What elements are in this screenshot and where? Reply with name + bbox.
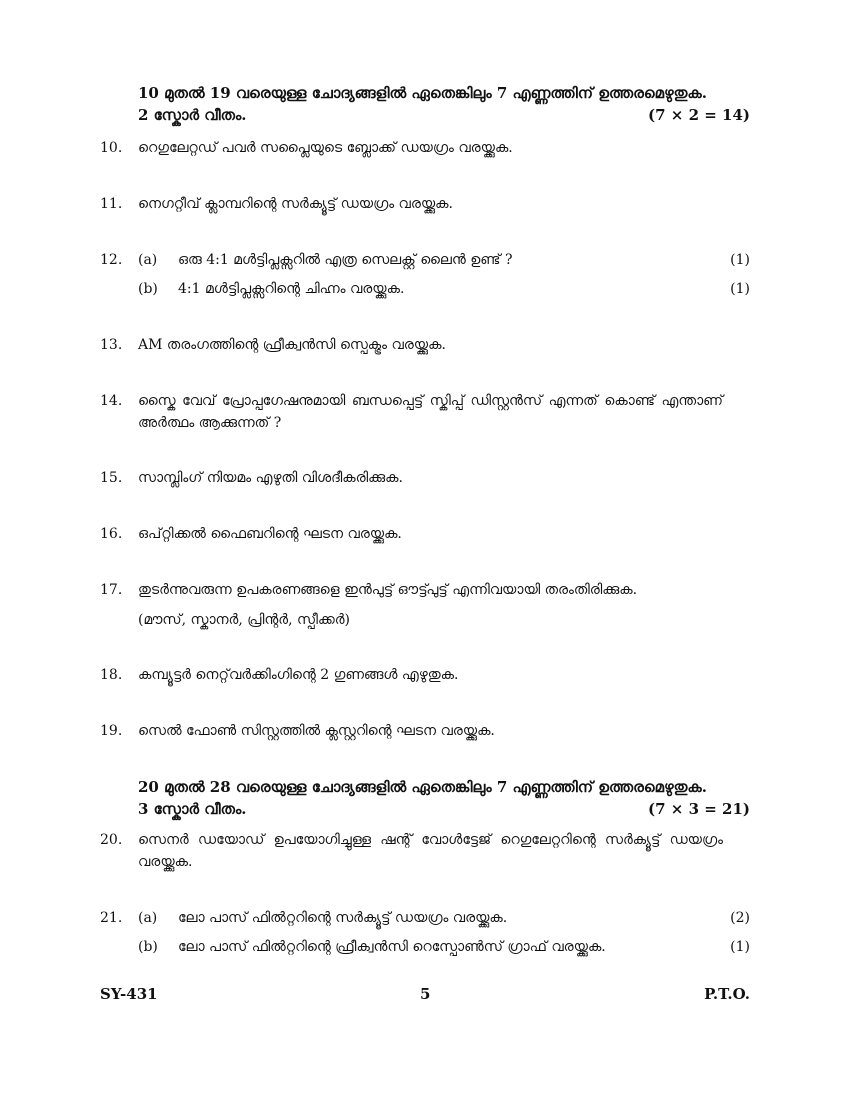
page-number: 5 [420, 985, 431, 1003]
question-number: 15. [100, 470, 123, 486]
part-label: (b) [138, 939, 158, 955]
please-turn-over: P.T.O. [704, 985, 750, 1003]
question-21b [138, 936, 750, 958]
question-number: 18. [100, 667, 123, 683]
question-text: സെൽ ഫോൺ സിസ്റ്റത്തിൽ ക്ലസ്റ്ററിന്റെ ഘടന വരയ്ക്കുക. [138, 723, 495, 739]
question-text: തുടർന്നുവരുന്ന ഉപകരണങ്ങളെ ഇൻപുട്ട് ഔട്ട്പുട്ട് എന്നിവയായി തരംതിരിക്കുക. [138, 582, 638, 598]
question-number: 14. [100, 393, 123, 409]
section-2-header [138, 776, 750, 820]
question-12b [138, 278, 750, 300]
section-1-marks: (7 × 2 = 14) [648, 106, 750, 124]
section-2-instruction: 20 മുതൽ 28 വരെയുള്ള ചോദ്യങ്ങളിൽ ഏതെങ്കിലും 7 എണ്ണത്തിന് ഉത്തരമെഴുതുക. [138, 778, 707, 796]
question-number: 19. [100, 723, 123, 739]
question-text: AM തരംഗത്തിന്റെ ഫ്രീക്വൻസി സ്പെക്ട്രം വരയ്ക്കുക. [138, 337, 446, 353]
part-text: ഒരു 4:1 മൾട്ടിപ്ലക്സറിൽ എത്ര സെലക്റ്റ് ലൈൻ ഉണ്ട് ? [178, 252, 513, 268]
section-2-marks: (7 × 3 = 21) [648, 800, 750, 818]
question-text: നെഗറ്റീവ് ക്ലാമ്പറിന്റെ സർക്യൂട്ട് ഡയഗ്രം വരയ്ക്കുക. [138, 196, 453, 212]
question-12a [138, 249, 750, 271]
section-1-instruction: 10 മുതൽ 19 വരെയുള്ള ചോദ്യങ്ങളിൽ ഏതെങ്കിലും 7 എണ്ണത്തിന് ഉത്തരമെഴുതുക. [138, 84, 707, 102]
question-text: റെഗുലേറ്റഡ് പവർ സപ്ലൈയുടെ ബ്ലോക്ക് ഡയഗ്രം വരയ്ക്കുക. [138, 140, 513, 156]
question-number: 21. [100, 910, 123, 926]
question-number: 17. [100, 582, 123, 598]
section-1-score-note: 2 സ്കോർ വീതം. [138, 106, 247, 124]
part-mark: (1) [730, 281, 750, 297]
question-number: 13. [100, 337, 123, 353]
question-text: സ്കൈ വേവ് പ്രോപ്പഗേഷനുമായി ബന്ധപ്പെട്ട് സ്കിപ്പ് ഡിസ്റ്റൻസ് എന്നത് കൊണ്ട് എന്താണ് അർത്ഥം ആക്കുന്നത് ? [138, 393, 723, 431]
question-number: 10. [100, 140, 123, 156]
section-2-score-note: 3 സ്കോർ വീതം. [138, 800, 247, 818]
part-text: ലോ പാസ് ഫിൽറ്ററിന്റെ സർക്യൂട്ട് ഡയഗ്രം വരയ്ക്കുക. [178, 910, 508, 926]
part-mark: (1) [730, 939, 750, 955]
question-21a [138, 907, 750, 929]
question-text: സെനർ ഡയോഡ് ഉപയോഗിച്ചുള്ള ഷന്റ് വോൾട്ടേജ് റെഗുലേറ്ററിന്റെ സർക്യൂട്ട് ഡയഗ്രം വരയ്ക്കുക. [138, 832, 723, 870]
part-mark: (2) [730, 910, 750, 926]
question-number: 11. [100, 196, 123, 212]
question-text: ഒപ്റ്റിക്കൽ ഫൈബറിന്റെ ഘടന വരയ്ക്കുക. [138, 526, 402, 542]
section-1-header [138, 82, 750, 126]
question-text-items: (മൗസ്, സ്കാനർ, പ്രിന്റർ, സ്പീക്കർ) [138, 612, 350, 628]
page-footer [100, 985, 750, 1007]
part-text: 4:1 മൾട്ടിപ്ലക്സറിന്റെ ചിഹ്നം വരയ്ക്കുക. [178, 281, 405, 297]
paper-code: SY-431 [100, 985, 158, 1003]
part-label: (a) [138, 910, 158, 926]
question-number: 20. [100, 832, 123, 848]
part-label: (b) [138, 281, 158, 297]
question-number: 16. [100, 526, 123, 542]
question-text: സാമ്പ്ലിംഗ് നിയമം എഴുതി വിശദീകരിക്കുക. [138, 470, 403, 486]
part-text: ലോ പാസ് ഫിൽറ്ററിന്റെ ഫ്രീക്വൻസി റെസ്പോൺസ് ഗ്രാഫ് വരയ്ക്കുക. [178, 939, 606, 955]
question-number: 12. [100, 252, 123, 268]
part-label: (a) [138, 252, 158, 268]
question-text: കമ്പ്യൂട്ടർ നെറ്റ്‌വർക്കിംഗിന്റെ 2 ഗുണങ്ങൾ എഴുതുക. [138, 667, 459, 683]
part-mark: (1) [730, 252, 750, 268]
